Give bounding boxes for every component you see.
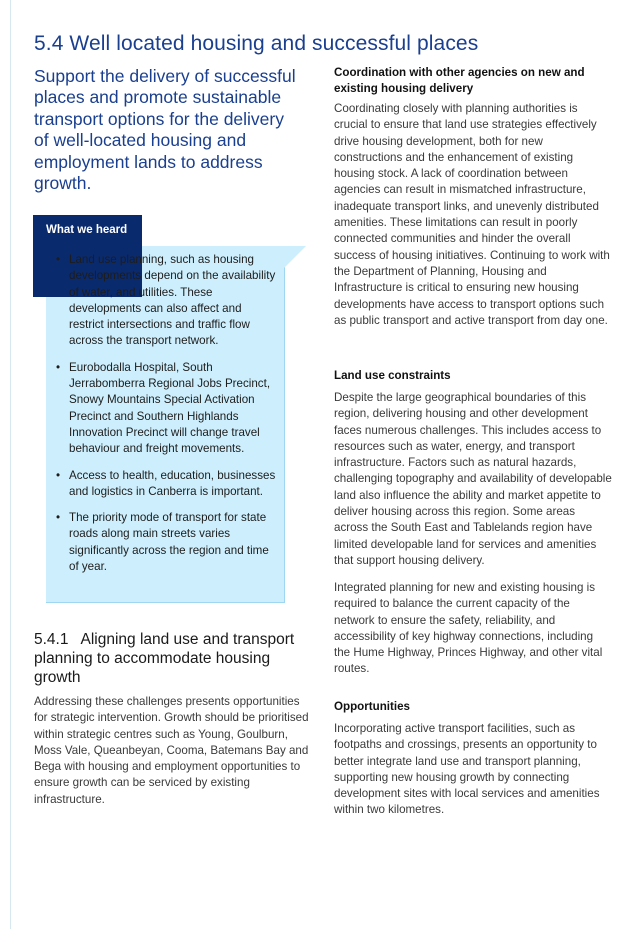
subsection-title: Aligning land use and transport planning to accommodate housing growth [34,631,295,686]
what-we-heard-box-corner [284,246,306,268]
list-item [56,510,278,575]
list-item-text: Access to health, education, businesses and logistics in Canberra is important. [69,468,276,498]
land-use-constraints-heading: Land use constraints [334,369,451,382]
bullet-icon: • [56,253,61,266]
opportunities-heading: Opportunities [334,700,410,713]
subsection-number: 5.4.1 [34,631,69,648]
coordination-body: Coordinating closely with planning authorities is crucial to ensure that land use strategies effectively drive housing development, both for new constructions and the enhancement of existing housing stock. A lack of coordination between agencies can result in mismatched infrastructure, inadequate transport links, and unevenly distributed amenities. These limitations can result in poorly connected communities and hinder the overall success of housing initiatives. Continuing to work with the Department of Planning, Housing and Infrastructure is critical to ensuring new housing developments have access to transport options such as public transport and active transport from day one. [334,102,610,327]
subsection-heading [34,630,314,687]
list-item-text: Land use planning, such as housing developments depend on the availability of water, and utilities. These developments can also affect and restrict intersections and traffic flow across the transport network. [69,253,276,348]
list-item [56,360,278,458]
land-use-constraints-body-2: Integrated planning for new and existing housing is required to balance the current capacity of the network to ensure the safety, reliability, and accessibility of key highway connections, including the Hume Highway, Princes Highway, and other vital routes. [334,581,603,676]
list-item-text: Eurobodalla Hospital, South Jerrabomberra Regional Jobs Precinct, Snowy Mountains Special Activation Precinct and Southern Highlands Innovation Precinct will change travel behaviour and freight movements. [69,360,271,456]
opportunities-body: Incorporating active transport facilities, such as footpaths and crossings, presents an opportunity to better integrate land use and transport planning, supporting new housing growth by connecting development sites with local services and amenities within two kilometres. [334,722,600,817]
section-title: 5.4 Well located housing and successful places [34,32,479,55]
list-item [56,468,278,501]
bullet-icon: • [56,511,61,525]
coordination-heading: Coordination with other agencies on new and existing housing delivery [334,66,585,95]
subsection-body: Addressing these challenges presents opportunities for strategic intervention. Growth should be prioritised within strategic centres such as Young, Goulburn, Moss Vale, Queanbeyan, Cooma, Batemans Bay and Bega with housing and employment opportunities to ensure growth can be serviced by existing infrastructure. [34,695,309,806]
what-we-heard-label: What we heard [46,224,128,236]
list-item-text: The priority mode of transport for state roads along main streets varies significantly across the region and time of year. [69,511,269,574]
land-use-constraints-body-1: Despite the large geographical boundaries of this region, delivering housing and other development faces numerous challenges. This includes access to resources such as water, energy, and transport infrastructure. Factors such as natural hazards, challenging topography and availability of developable land also influence the ability and market appetite to deliver housing across this region. Some areas across the South East and Tablelands region have limited developable land for services and amenities that support housing delivery. [334,391,612,567]
page-edge-line [10,0,11,929]
intro-statement: Support the delivery of successful places and promote sustainable transport options for the delivery of well-located housing and employment lands to address growth. [34,66,296,194]
bullet-icon: • [56,468,61,482]
bullet-icon: • [56,360,61,374]
what-we-heard-list [56,252,278,585]
list-item [56,252,278,350]
